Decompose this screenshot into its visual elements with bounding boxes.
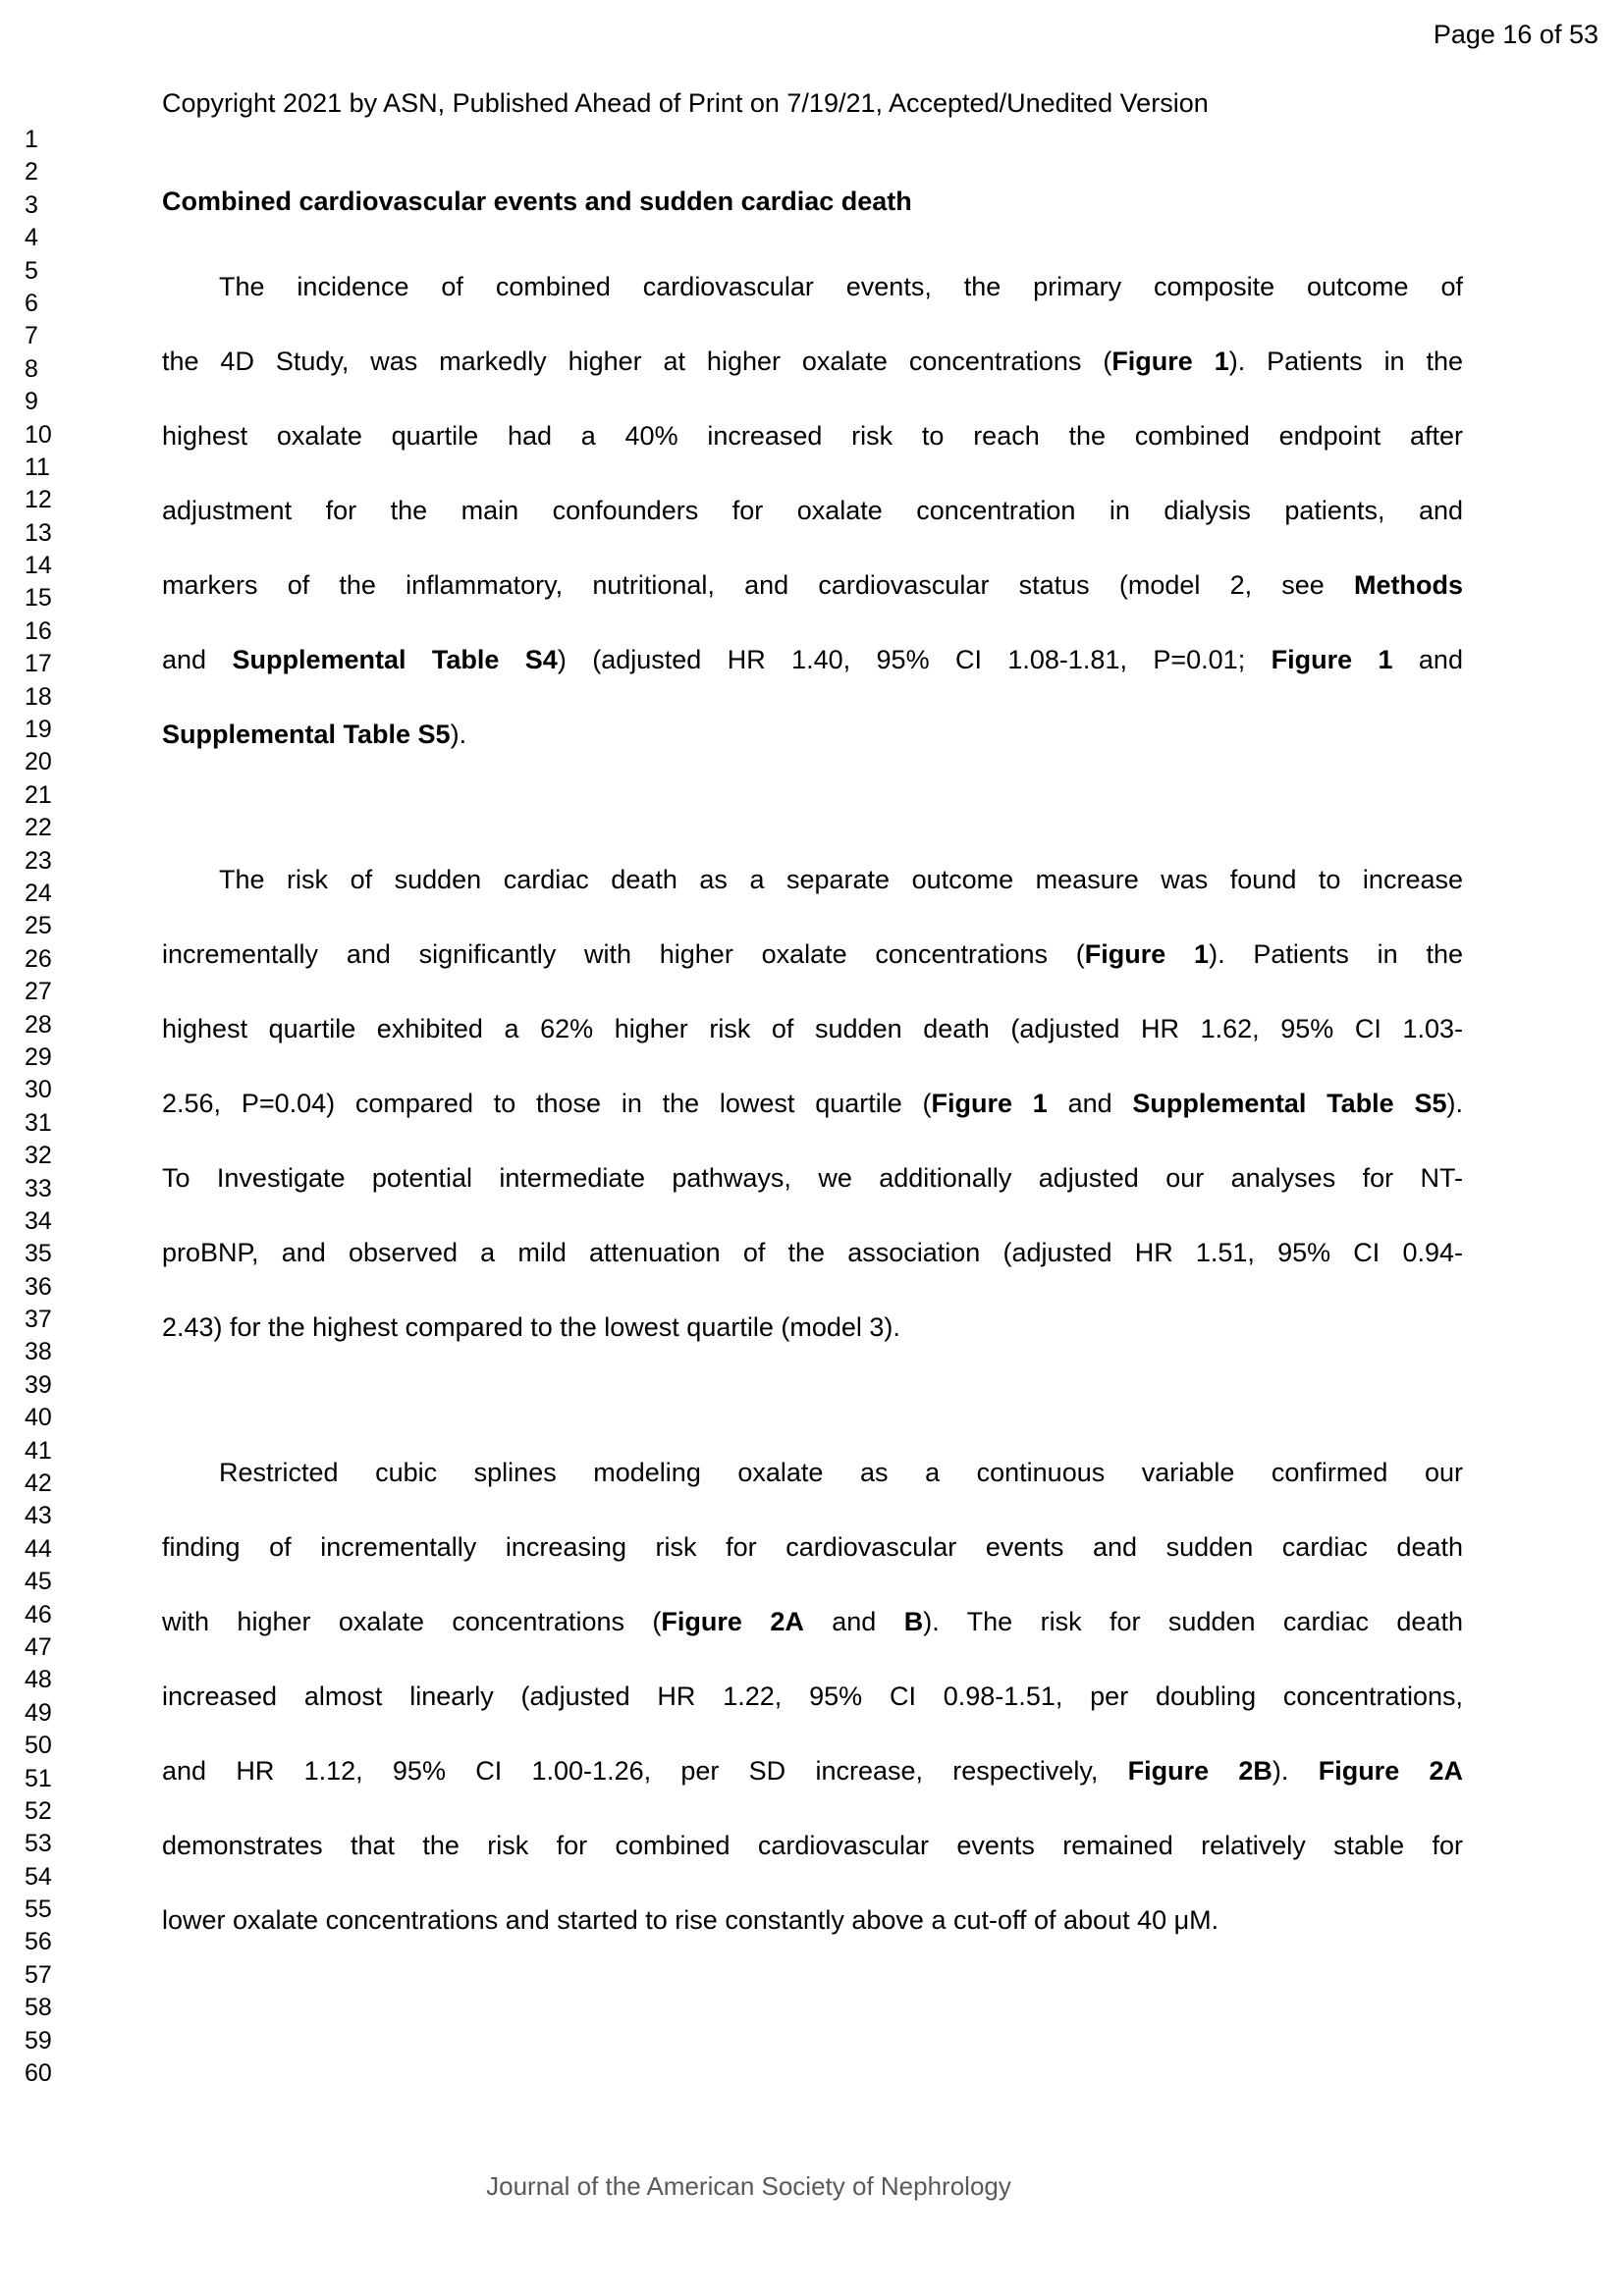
text-run: finding of incrementally increasing risk for cardiovascular events and sudden cardiac death	[162, 1532, 1463, 1562]
text-line	[162, 473, 1463, 548]
text-run: incrementally and significantly with higher oxalate concentrations (	[162, 939, 1085, 969]
line-number: 6	[25, 289, 38, 317]
line-number: 20	[25, 748, 52, 776]
text-run: with higher oxalate concentrations (	[162, 1607, 662, 1636]
line-number: 46	[25, 1600, 52, 1629]
line-number: 11	[25, 453, 50, 481]
line-number: 35	[25, 1240, 52, 1268]
line-number: 51	[25, 1764, 52, 1792]
line-number: 18	[25, 682, 52, 711]
line-number: 55	[25, 1896, 52, 1924]
line-number: 7	[25, 322, 38, 350]
line-number: 1	[25, 126, 38, 153]
text-run: ). The risk for sudden cardiac death	[923, 1607, 1463, 1636]
text-run: and	[803, 1607, 904, 1636]
line-number: 42	[25, 1469, 52, 1498]
line-number: 2	[25, 158, 38, 187]
text-line	[162, 917, 1463, 991]
line-number: 25	[25, 912, 52, 940]
line-number: 58	[25, 1994, 52, 2022]
text-line	[162, 1584, 1463, 1659]
content-column	[162, 86, 1463, 1957]
line-number: 52	[25, 1796, 52, 1825]
text-run: ).	[1446, 1089, 1463, 1118]
line-number: 60	[25, 2059, 52, 2088]
line-number: 17	[25, 650, 52, 678]
text-line	[162, 548, 1463, 622]
line-number: 5	[25, 256, 38, 285]
line-number: 16	[25, 616, 52, 645]
line-number: 23	[25, 846, 52, 875]
line-number: 13	[25, 518, 52, 547]
bold-run: Figure 2A	[1318, 1756, 1463, 1786]
line-number: 24	[25, 879, 52, 907]
text-run: The incidence of combined cardiovascular events, the primary composite outcome of	[219, 272, 1463, 301]
line-number: 21	[25, 780, 52, 809]
text-line	[162, 399, 1463, 473]
bold-run: Figure 2B	[1127, 1756, 1272, 1786]
line-number: 47	[25, 1632, 52, 1661]
text-run: and	[1047, 1089, 1133, 1118]
line-number: 38	[25, 1338, 52, 1366]
bold-run: Figure 1	[1084, 939, 1210, 969]
line-number: 48	[25, 1666, 52, 1694]
line-number: 29	[25, 1042, 52, 1071]
text-line	[162, 1510, 1463, 1584]
text-run: ). Patients in the	[1209, 939, 1463, 969]
text-line	[162, 249, 1463, 324]
text-line	[162, 697, 1463, 772]
text-run: highest quartile exhibited a 62% higher risk of sudden death (adjusted HR 1.62, 95% CI 1.03-	[162, 1014, 1463, 1043]
line-number: 54	[25, 1862, 52, 1891]
line-number: 9	[25, 388, 38, 416]
text-line	[162, 1215, 1463, 1290]
bold-run: Figure 1	[1271, 645, 1393, 674]
text-line	[162, 1808, 1463, 1883]
text-run: 2.56, P=0.04) compared to those in the lowest quartile (	[162, 1089, 932, 1118]
paragraph	[162, 842, 1463, 1364]
text-run: demonstrates that the risk for combined cardiovascular events remained relatively stable for	[162, 1831, 1463, 1860]
text-run: proBNP, and observed a mild attenuation of the association (adjusted HR 1.51, 95% CI 0.94-	[162, 1238, 1463, 1267]
line-number: 28	[25, 1010, 52, 1039]
bold-run: B	[903, 1607, 924, 1636]
line-number: 4	[25, 224, 38, 252]
line-number: 30	[25, 1076, 52, 1104]
text-run: and	[1392, 645, 1463, 674]
text-run: ).	[450, 720, 467, 749]
text-run: and HR 1.12, 95% CI 1.00-1.26, per SD increase, respectively,	[162, 1756, 1128, 1786]
line-number: 14	[25, 552, 52, 580]
text-run: ) (adjusted HR 1.40, 95% CI 1.08-1.81, P=0.01;	[557, 645, 1272, 674]
text-run: lower oxalate concentrations and started to rise constantly above a cut-off of about 40 μM.	[162, 1905, 1219, 1935]
line-number: 50	[25, 1732, 52, 1760]
line-number: 32	[25, 1142, 52, 1170]
document-body	[162, 249, 1463, 1957]
text-line	[162, 622, 1463, 697]
bold-run: Supplemental Table S5	[1132, 1089, 1447, 1118]
line-number: 40	[25, 1404, 52, 1432]
line-number: 45	[25, 1568, 52, 1596]
line-number: 10	[25, 420, 52, 449]
line-number: 3	[25, 190, 38, 219]
line-number: 43	[25, 1502, 52, 1530]
bold-run: Figure 1	[1111, 347, 1229, 376]
text-run: Restricted cubic splines modeling oxalate as a continuous variable confirmed our	[219, 1458, 1463, 1487]
paragraph	[162, 249, 1463, 772]
text-line	[162, 991, 1463, 1066]
line-number: 53	[25, 1830, 52, 1858]
text-run: highest oxalate quartile had a 40% increased risk to reach the combined endpoint after	[162, 421, 1463, 451]
line-number: 57	[25, 1960, 52, 1989]
journal-footer: Journal of the American Society of Nephrology	[486, 2171, 1011, 2201]
line-number: 33	[25, 1174, 52, 1202]
text-run: To Investigate potential intermediate pathways, we additionally adjusted our analyses for NT-	[162, 1163, 1463, 1193]
bold-run: Figure 2A	[661, 1607, 804, 1636]
text-run: ).	[1272, 1756, 1319, 1786]
copyright-line: Copyright 2021 by ASN, Published Ahead of Print on 7/19/21, Accepted/Unedited Version	[162, 88, 1209, 118]
line-number-gutter	[25, 124, 52, 2090]
line-number: 59	[25, 2026, 52, 2055]
text-line	[162, 1734, 1463, 1808]
text-run: ). Patients in the	[1228, 347, 1464, 376]
text-line	[162, 1883, 1463, 1957]
text-run: 2.43) for the highest compared to the lowest quartile (model 3).	[162, 1312, 900, 1342]
line-number: 8	[25, 354, 38, 383]
bold-run: Figure 1	[931, 1089, 1048, 1118]
text-line	[162, 1290, 1463, 1364]
line-number: 26	[25, 944, 52, 973]
text-line	[162, 324, 1463, 399]
text-run: the 4D Study, was markedly higher at higher oxalate concentrations (	[162, 347, 1112, 376]
line-number: 49	[25, 1698, 52, 1727]
page-indicator: Page 16 of 53	[1433, 20, 1598, 49]
line-number: 27	[25, 978, 52, 1006]
line-number: 12	[25, 486, 52, 514]
text-line	[162, 842, 1463, 917]
line-number: 22	[25, 814, 52, 842]
text-line	[162, 1435, 1463, 1510]
bold-run: Supplemental Table S5	[162, 720, 451, 749]
bold-run: Methods	[1354, 570, 1463, 600]
line-number: 44	[25, 1534, 52, 1563]
line-number: 34	[25, 1206, 52, 1235]
bold-run: Supplemental Table S4	[232, 645, 558, 674]
line-number: 41	[25, 1436, 52, 1465]
line-number: 56	[25, 1928, 52, 1956]
line-number: 37	[25, 1306, 52, 1334]
text-run: markers of the inflammatory, nutritional, and cardiovascular status (model 2, see	[162, 570, 1354, 600]
line-number: 31	[25, 1108, 52, 1137]
line-number: 19	[25, 716, 52, 744]
line-number: 15	[25, 584, 52, 613]
text-run: increased almost linearly (adjusted HR 1.22, 95% CI 0.98-1.51, per doubling concentrations,	[162, 1682, 1463, 1711]
section-heading: Combined cardiovascular events and sudden cardiac death	[162, 187, 912, 216]
text-line	[162, 1659, 1463, 1734]
text-line	[162, 1066, 1463, 1141]
text-run: and	[162, 645, 233, 674]
text-line	[162, 1141, 1463, 1215]
text-run: adjustment for the main confounders for oxalate concentration in dialysis patients, and	[162, 496, 1463, 525]
line-number: 36	[25, 1272, 52, 1301]
text-run: The risk of sudden cardiac death as a separate outcome measure was found to increase	[219, 865, 1463, 894]
paragraph	[162, 1435, 1463, 1957]
line-number: 39	[25, 1370, 52, 1399]
